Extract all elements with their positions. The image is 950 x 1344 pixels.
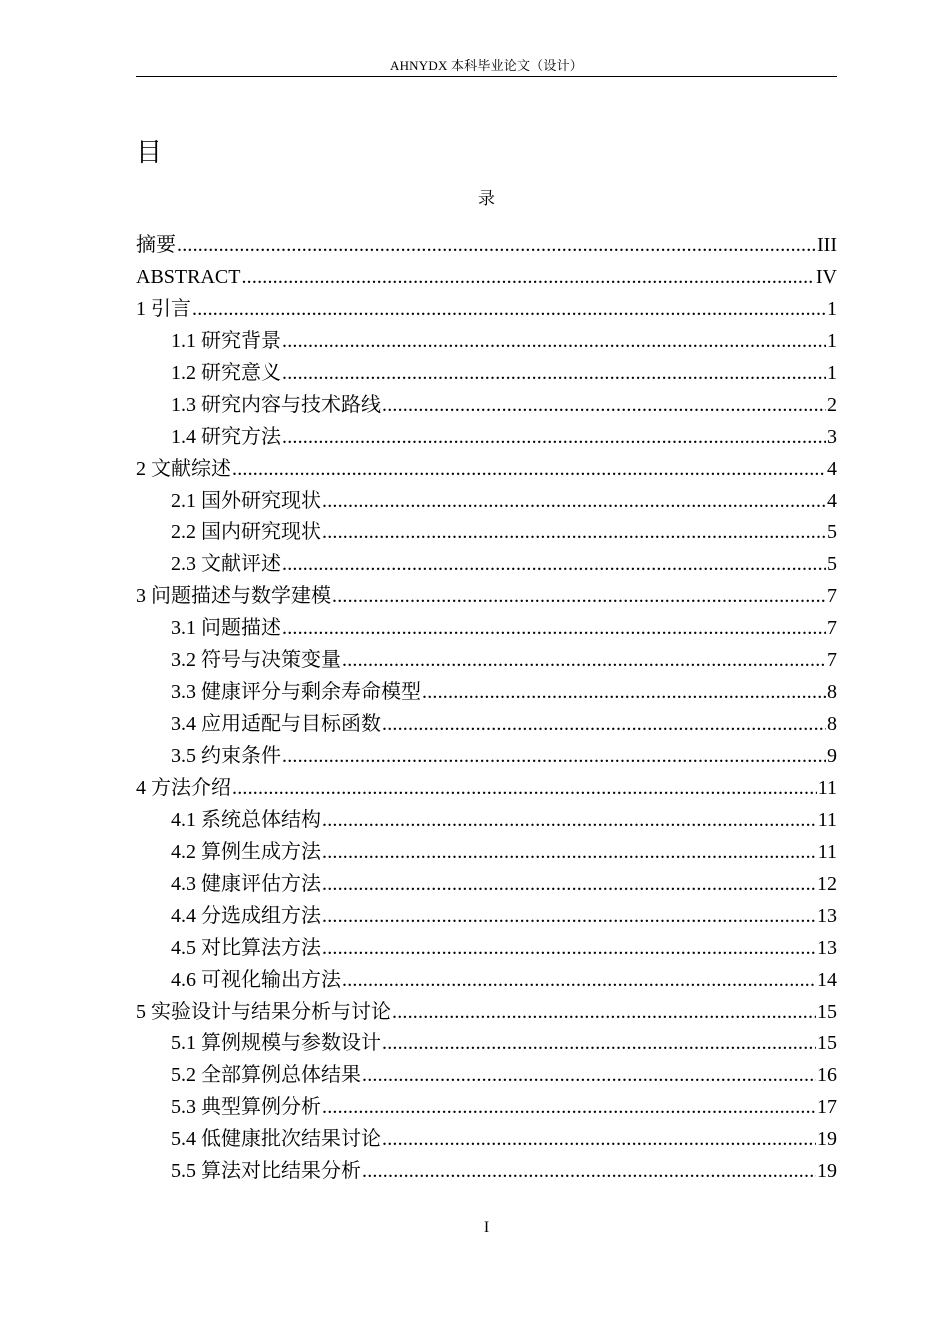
toc-entry[interactable]: [136, 901, 837, 933]
toc-entry-page: 13: [817, 936, 837, 959]
toc-entry-page: 4: [827, 457, 837, 480]
toc-entry[interactable]: [136, 1060, 837, 1092]
toc-dot-leader: [322, 869, 816, 901]
toc-entry[interactable]: [136, 422, 837, 454]
toc-entry[interactable]: [136, 741, 837, 773]
toc-entry-page: 7: [827, 585, 837, 608]
toc-entry-label: 4.6 可视化输出方法: [171, 968, 341, 991]
toc-entry[interactable]: [136, 358, 837, 390]
toc-entry[interactable]: [136, 709, 837, 741]
toc-entry-page: IV: [815, 265, 837, 288]
toc-dot-leader: [322, 837, 817, 869]
toc-dot-leader: [192, 294, 826, 326]
toc-entry-page: III: [817, 234, 837, 256]
toc-entry-label: 1.3 研究内容与技术路线: [171, 393, 381, 416]
toc-entry-page: 9: [827, 745, 837, 767]
toc-entry-page: 7: [827, 649, 837, 672]
toc-entry-label: 2.1 国外研究现状: [171, 489, 321, 512]
toc-entry[interactable]: [136, 326, 837, 358]
toc-entry-label: 5 实验设计与结果分析与讨论: [136, 1000, 391, 1023]
toc-dot-leader: [177, 230, 816, 262]
toc-entry-label: 4.1 系统总体结构: [171, 808, 321, 831]
toc-entry[interactable]: [136, 645, 837, 677]
toc-dot-leader: [382, 709, 826, 741]
toc-dot-leader: [282, 549, 826, 581]
toc-entry[interactable]: [136, 1124, 837, 1156]
toc-entry[interactable]: [136, 549, 837, 581]
toc-entry-page: 16: [817, 1064, 837, 1087]
toc-entry-label: 5.2 全部算例总体结果: [171, 1064, 361, 1087]
running-header: AHNYDX 本科毕业论文（设计）: [390, 58, 583, 73]
toc-entry-label: 2.2 国内研究现状: [171, 521, 321, 544]
toc-entry-label: 3.3 健康评分与剩余寿命模型: [171, 681, 421, 704]
toc-entry-page: 19: [817, 1160, 837, 1183]
toc-dot-leader: [332, 581, 826, 613]
toc-entry-label: ABSTRACT: [136, 265, 241, 288]
toc-entry-label: 2 文献综述: [136, 457, 231, 480]
toc-entry[interactable]: [136, 837, 837, 869]
toc-dot-leader: [322, 1092, 816, 1124]
toc-entry-page: 15: [817, 1000, 837, 1023]
toc-dot-leader: [382, 1124, 816, 1156]
toc-dot-leader: [422, 677, 826, 709]
toc-entry-label: 5.4 低健康批次结果讨论: [171, 1128, 381, 1151]
toc-dot-leader: [282, 741, 826, 773]
toc-entry[interactable]: [136, 230, 837, 262]
toc-entry-page: 8: [827, 713, 837, 736]
toc-dot-leader: [322, 933, 816, 965]
toc-entry-label: 5.1 算例规模与参数设计: [171, 1032, 381, 1055]
toc-dot-leader: [362, 1156, 816, 1188]
toc-entry-page: 19: [817, 1128, 837, 1151]
toc-entry[interactable]: [136, 613, 837, 645]
toc-entry-label: 4 方法介绍: [136, 776, 231, 799]
toc-entry[interactable]: [136, 965, 837, 997]
toc-entry-label: 3.5 约束条件: [171, 745, 281, 767]
toc-entry-page: 11: [817, 776, 837, 799]
toc-entry-label: 1.2 研究意义: [171, 361, 281, 384]
toc-entry-page: 15: [817, 1032, 837, 1055]
toc-entry-page: 1: [827, 361, 837, 384]
toc-dot-leader: [232, 454, 826, 486]
toc-entry[interactable]: [136, 933, 837, 965]
toc-entry-label: 1 引言: [136, 297, 191, 320]
toc-entry-label: 1.4 研究方法: [171, 425, 281, 448]
toc-dot-leader: [322, 901, 816, 933]
toc-entry[interactable]: [136, 390, 837, 422]
toc-entry[interactable]: [136, 869, 837, 901]
toc-entry-page: 5: [827, 521, 837, 544]
toc-title-first-char: 目: [136, 138, 163, 167]
toc-dot-leader: [392, 997, 816, 1029]
toc-entry-page: 12: [817, 872, 837, 895]
page-number: I: [483, 1219, 490, 1236]
toc-entry-label: 3.4 应用适配与目标函数: [171, 713, 381, 736]
toc-entry-label: 1.1 研究背景: [171, 329, 281, 352]
toc-dot-leader: [382, 1028, 816, 1060]
toc-entry[interactable]: [136, 677, 837, 709]
toc-dot-leader: [342, 965, 816, 997]
toc-entry-label: 4.5 对比算法方法: [171, 936, 321, 959]
toc-entry-page: 17: [817, 1096, 837, 1119]
toc-entry-label: 5.3 典型算例分析: [171, 1096, 321, 1119]
toc-entry-label: 4.4 分选成组方法: [171, 904, 321, 927]
toc-entry-page: 3: [827, 425, 837, 448]
toc-entry-page: 2: [827, 393, 837, 416]
toc-entry[interactable]: [136, 581, 837, 613]
toc-dot-leader: [362, 1060, 816, 1092]
toc-dot-leader: [282, 358, 826, 390]
toc-entry[interactable]: [136, 997, 837, 1029]
toc-dot-leader: [322, 805, 817, 837]
toc-title-second-char: 录: [478, 189, 495, 208]
toc-entry-page: 8: [827, 681, 837, 704]
toc-entry[interactable]: [136, 294, 837, 326]
toc-dot-leader: [232, 773, 817, 805]
toc-entry[interactable]: [136, 517, 837, 549]
table-of-contents: [136, 230, 837, 1188]
toc-entry[interactable]: [136, 454, 837, 486]
header-rule: [136, 76, 837, 77]
toc-entry[interactable]: [136, 805, 837, 837]
toc-entry-label: 3 问题描述与数学建模: [136, 585, 331, 608]
toc-dot-leader: [282, 422, 826, 454]
toc-entry-label: 4.3 健康评估方法: [171, 872, 321, 895]
toc-dot-leader: [241, 262, 814, 294]
toc-entry[interactable]: [136, 486, 837, 518]
toc-entry-page: 11: [817, 840, 837, 863]
toc-dot-leader: [382, 390, 826, 422]
toc-entry[interactable]: [136, 773, 837, 805]
toc-entry-page: 1: [827, 297, 837, 320]
toc-entry-page: 4: [827, 489, 837, 512]
toc-dot-leader: [342, 645, 826, 677]
toc-entry-label: 3.1 问题描述: [171, 617, 281, 640]
toc-dot-leader: [282, 326, 826, 358]
toc-dot-leader: [282, 613, 826, 645]
toc-entry-label: 2.3 文献评述: [171, 553, 281, 576]
toc-entry[interactable]: [136, 1156, 837, 1188]
toc-entry-page: 14: [817, 968, 837, 991]
toc-entry[interactable]: [136, 1028, 837, 1060]
toc-entry[interactable]: [136, 262, 837, 294]
toc-entry-page: 7: [827, 617, 837, 640]
toc-entry-page: 13: [817, 904, 837, 927]
toc-entry-page: 1: [827, 329, 837, 352]
toc-entry-label: 4.2 算例生成方法: [171, 840, 321, 863]
toc-dot-leader: [322, 517, 826, 549]
toc-entry[interactable]: [136, 1092, 837, 1124]
toc-entry-page: 11: [817, 808, 837, 831]
toc-dot-leader: [322, 486, 826, 518]
toc-entry-label: 摘要: [136, 234, 176, 256]
toc-entry-label: 5.5 算法对比结果分析: [171, 1160, 361, 1183]
toc-entry-page: 5: [827, 553, 837, 576]
toc-entry-label: 3.2 符号与决策变量: [171, 649, 341, 672]
